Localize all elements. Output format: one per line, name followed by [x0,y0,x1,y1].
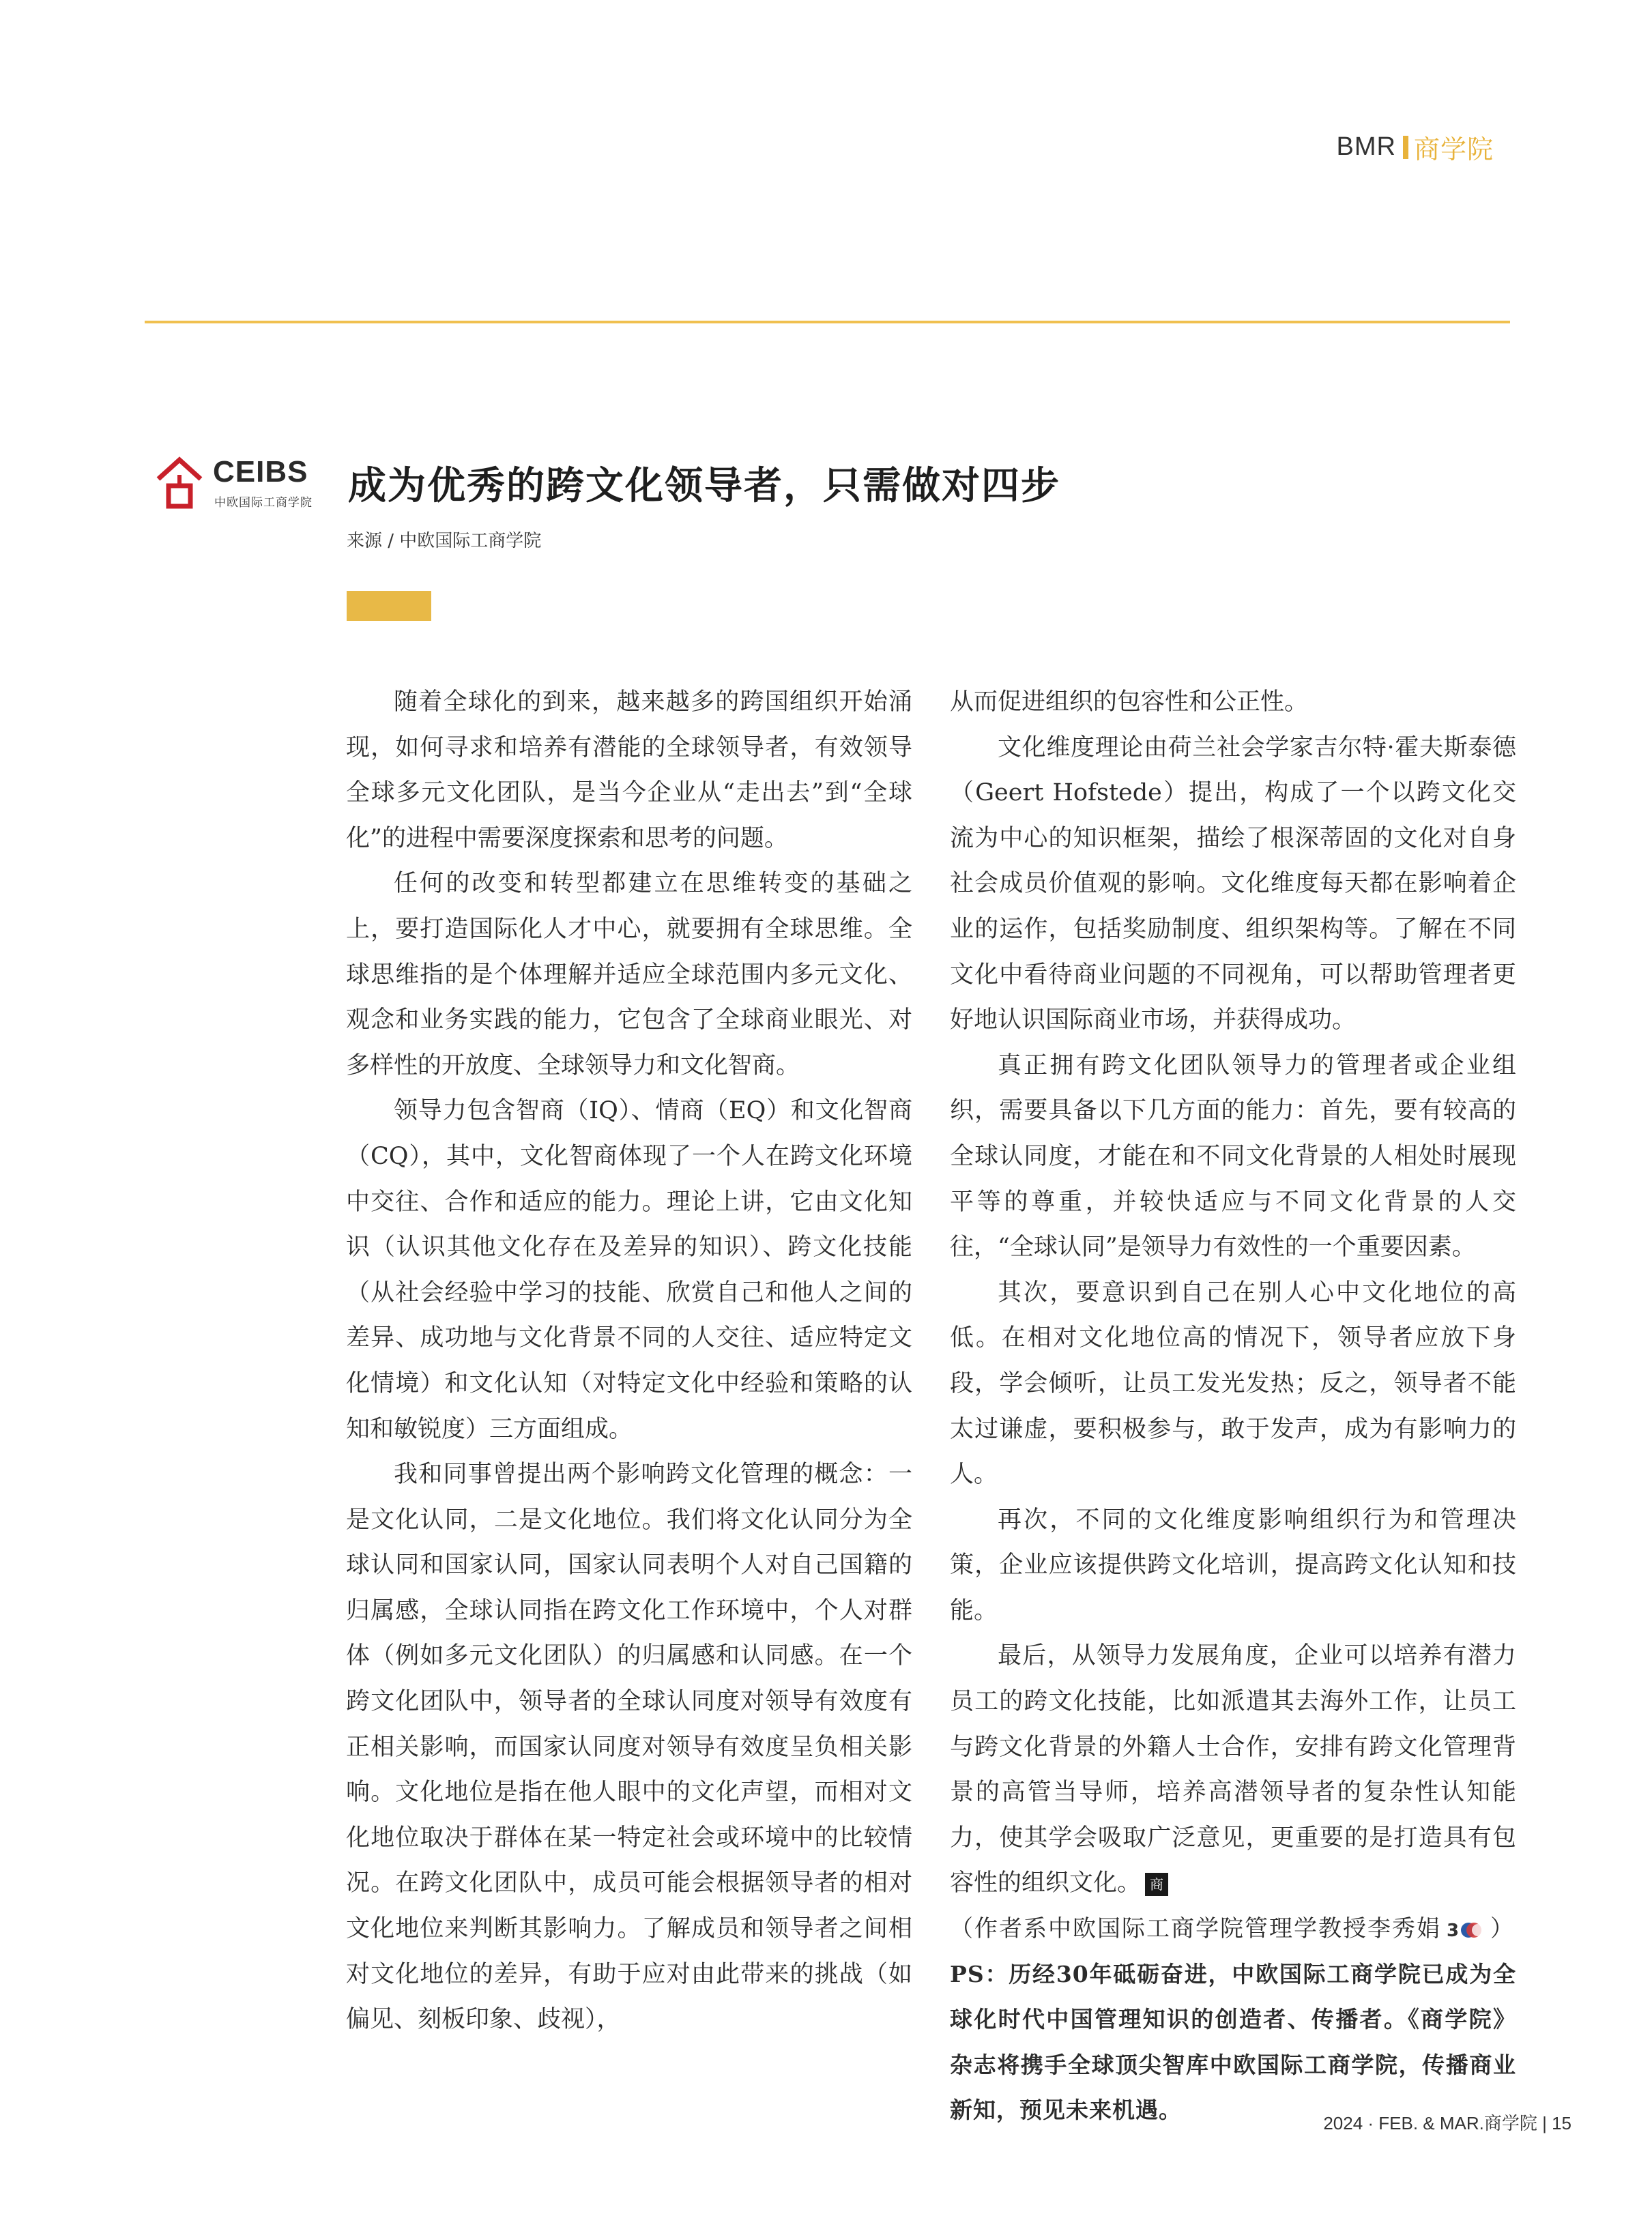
paragraph: 任何的改变和转型都建立在思维转变的基础之上，要打造国际化人才中心，就要拥有全球思维。全球思维指的是个体理解并适应全球范围内多元文化、观念和业务实践的能力，它包含了全球商业眼光、对多样性的开放度、全球领导力和文化智商。 [346,870,912,1079]
paragraph: 随着全球化的到来，越来越多的跨国组织开始涌现，如何寻求和培养有潜能的全球领导者，有效领导全球多元文化团队，是当今企业从“走出去”到“全球化”的进程中需要深度探索和思考的问题。 [346,688,912,852]
left-column [346,680,912,2043]
final-paragraph-text: 最后，从领导力发展角度，企业可以培养有潜力员工的跨文化技能，比如派遣其去海外工作，让员工与跨文化背景的外籍人士合作，安排有跨文化管理背景的高管当导师，培养高潜领导者的复杂性认知能力，使其学会吸取广泛意见，更重要的是打造具有包容性的组织文化。 [950,1642,1516,1897]
paragraph: 真正拥有跨文化团队领导力的管理者或企业组织，需要具备以下几方面的能力：首先，要有较高的全球认同度，才能在和不同文化背景的人相处时展现平等的尊重，并较快适应与不同文化背景的人交往，“全球认同”是领导力有效性的一个重要因素。 [950,1051,1516,1262]
accent-block [347,591,431,621]
author-note-text: （作者系中欧国际工商学院管理学教授李秀娟 [950,1915,1441,1943]
author-note [950,1906,1516,1952]
paragraph: 我和同事曾提出两个影响跨文化管理的概念：一是文化认同，二是文化地位。我们将文化认同分为全球认同和国家认同，国家认同表明个人对自己国籍的归属感，全球认同指在跨文化工作环境中，个人对群体（例如多元文化团队）的归属感和认同感。在一个跨文化团队中，领导者的全球认同度对领导有效度有正相关影响，而国家认同度对领导有效度呈负相关影响。文化地位是指在他人眼中的文化声望，而相对文化地位取决于群体在某一特定社会或环境中的比较情况。在跨文化团队中，成员可能会根据领导者的相对文化地位来判断其影响力。了解成员和领导者之间相对文化地位的差异，有助于应对由此带来的挑战（如偏见、刻板印象、歧视）， [346,1461,912,2034]
article-title: 成为优秀的跨文化领导者，只需做对四步 [348,464,1060,508]
svg-text:3: 3 [1447,1921,1461,1942]
header-section: 商学院 [1413,136,1494,164]
paragraph: 其次，要意识到自己在别人心中文化地位的高低。在相对文化地位高的情况下，领导者应放下身段，学会倾听，让员工发光发热；反之，领导者不能太过谦虚，要积极参与，敢于发声，成为有影响力的人。 [950,1279,1516,1489]
end-mark-icon: 商 [1145,1873,1168,1896]
author-note-close: ） [1490,1915,1515,1943]
paragraph: 文化维度理论由荷兰社会学家吉尔特·霍夫斯泰德（Geert Hofstede）提出，构成了一个以跨文化交流为中心的知识框架，描绘了根深蒂固的文化对自身社会成员价值观的影响。文化维度每天都在影响着企业的运作，包括奖励制度、组织架构等。了解在不同文化中看待商业问题的不同视角，可以帮助管理者更好地认识国际商业市场，并获得成功。 [950,733,1516,1034]
page-footer: 2024 · FEB. & MAR.商学院 | 15 [1323,2113,1571,2133]
header-rule [145,321,1510,323]
right-column [950,680,1516,2133]
paragraph: 领导力包含智商（IQ）、情商（EQ）和文化智商（CQ），其中，文化智商体现了一个人在跨文化环境中交往、合作和适应的能力。理论上讲，它由文化知识（认识其他文化存在及差异的知识）、跨文化技能（从社会经验中学习的技能、欣赏自己和他人之间的差异、成功地与文化背景不同的人交往、适应特定文化情境）和文化认知（对特定文化中经验和策略的认知和敏锐度）三方面组成。 [346,1097,912,1443]
signature-icon [1445,1919,1486,1942]
logo-name: CEIBS [213,455,308,489]
running-header [1337,128,1494,166]
article-source: 来源 / 中欧国际工商学院 [347,531,542,551]
logo-subtitle: 中欧国际工商学院 [214,496,313,510]
ceibs-logo [156,456,329,519]
paragraph-continued: 从而促进组织的包容性和公正性。 [950,688,1309,716]
header-divider [1403,136,1408,159]
paragraph: 再次，不同的文化维度影响组织行为和管理决策，企业应该提供跨文化培训，提高跨文化认知和技能。 [950,1506,1516,1624]
ceibs-logo-mark-icon [156,456,203,510]
header-brand: BMR [1336,132,1396,161]
final-paragraph [950,1633,1516,1906]
ps-note: PS：历经30年砥砺奋进，中欧国际工商学院已成为全球化时代中国管理知识的创造者、传播者。《商学院》杂志将携手全球顶尖智库中欧国际工商学院，传播商业新知，预见未来机遇。 [950,1960,1516,2124]
